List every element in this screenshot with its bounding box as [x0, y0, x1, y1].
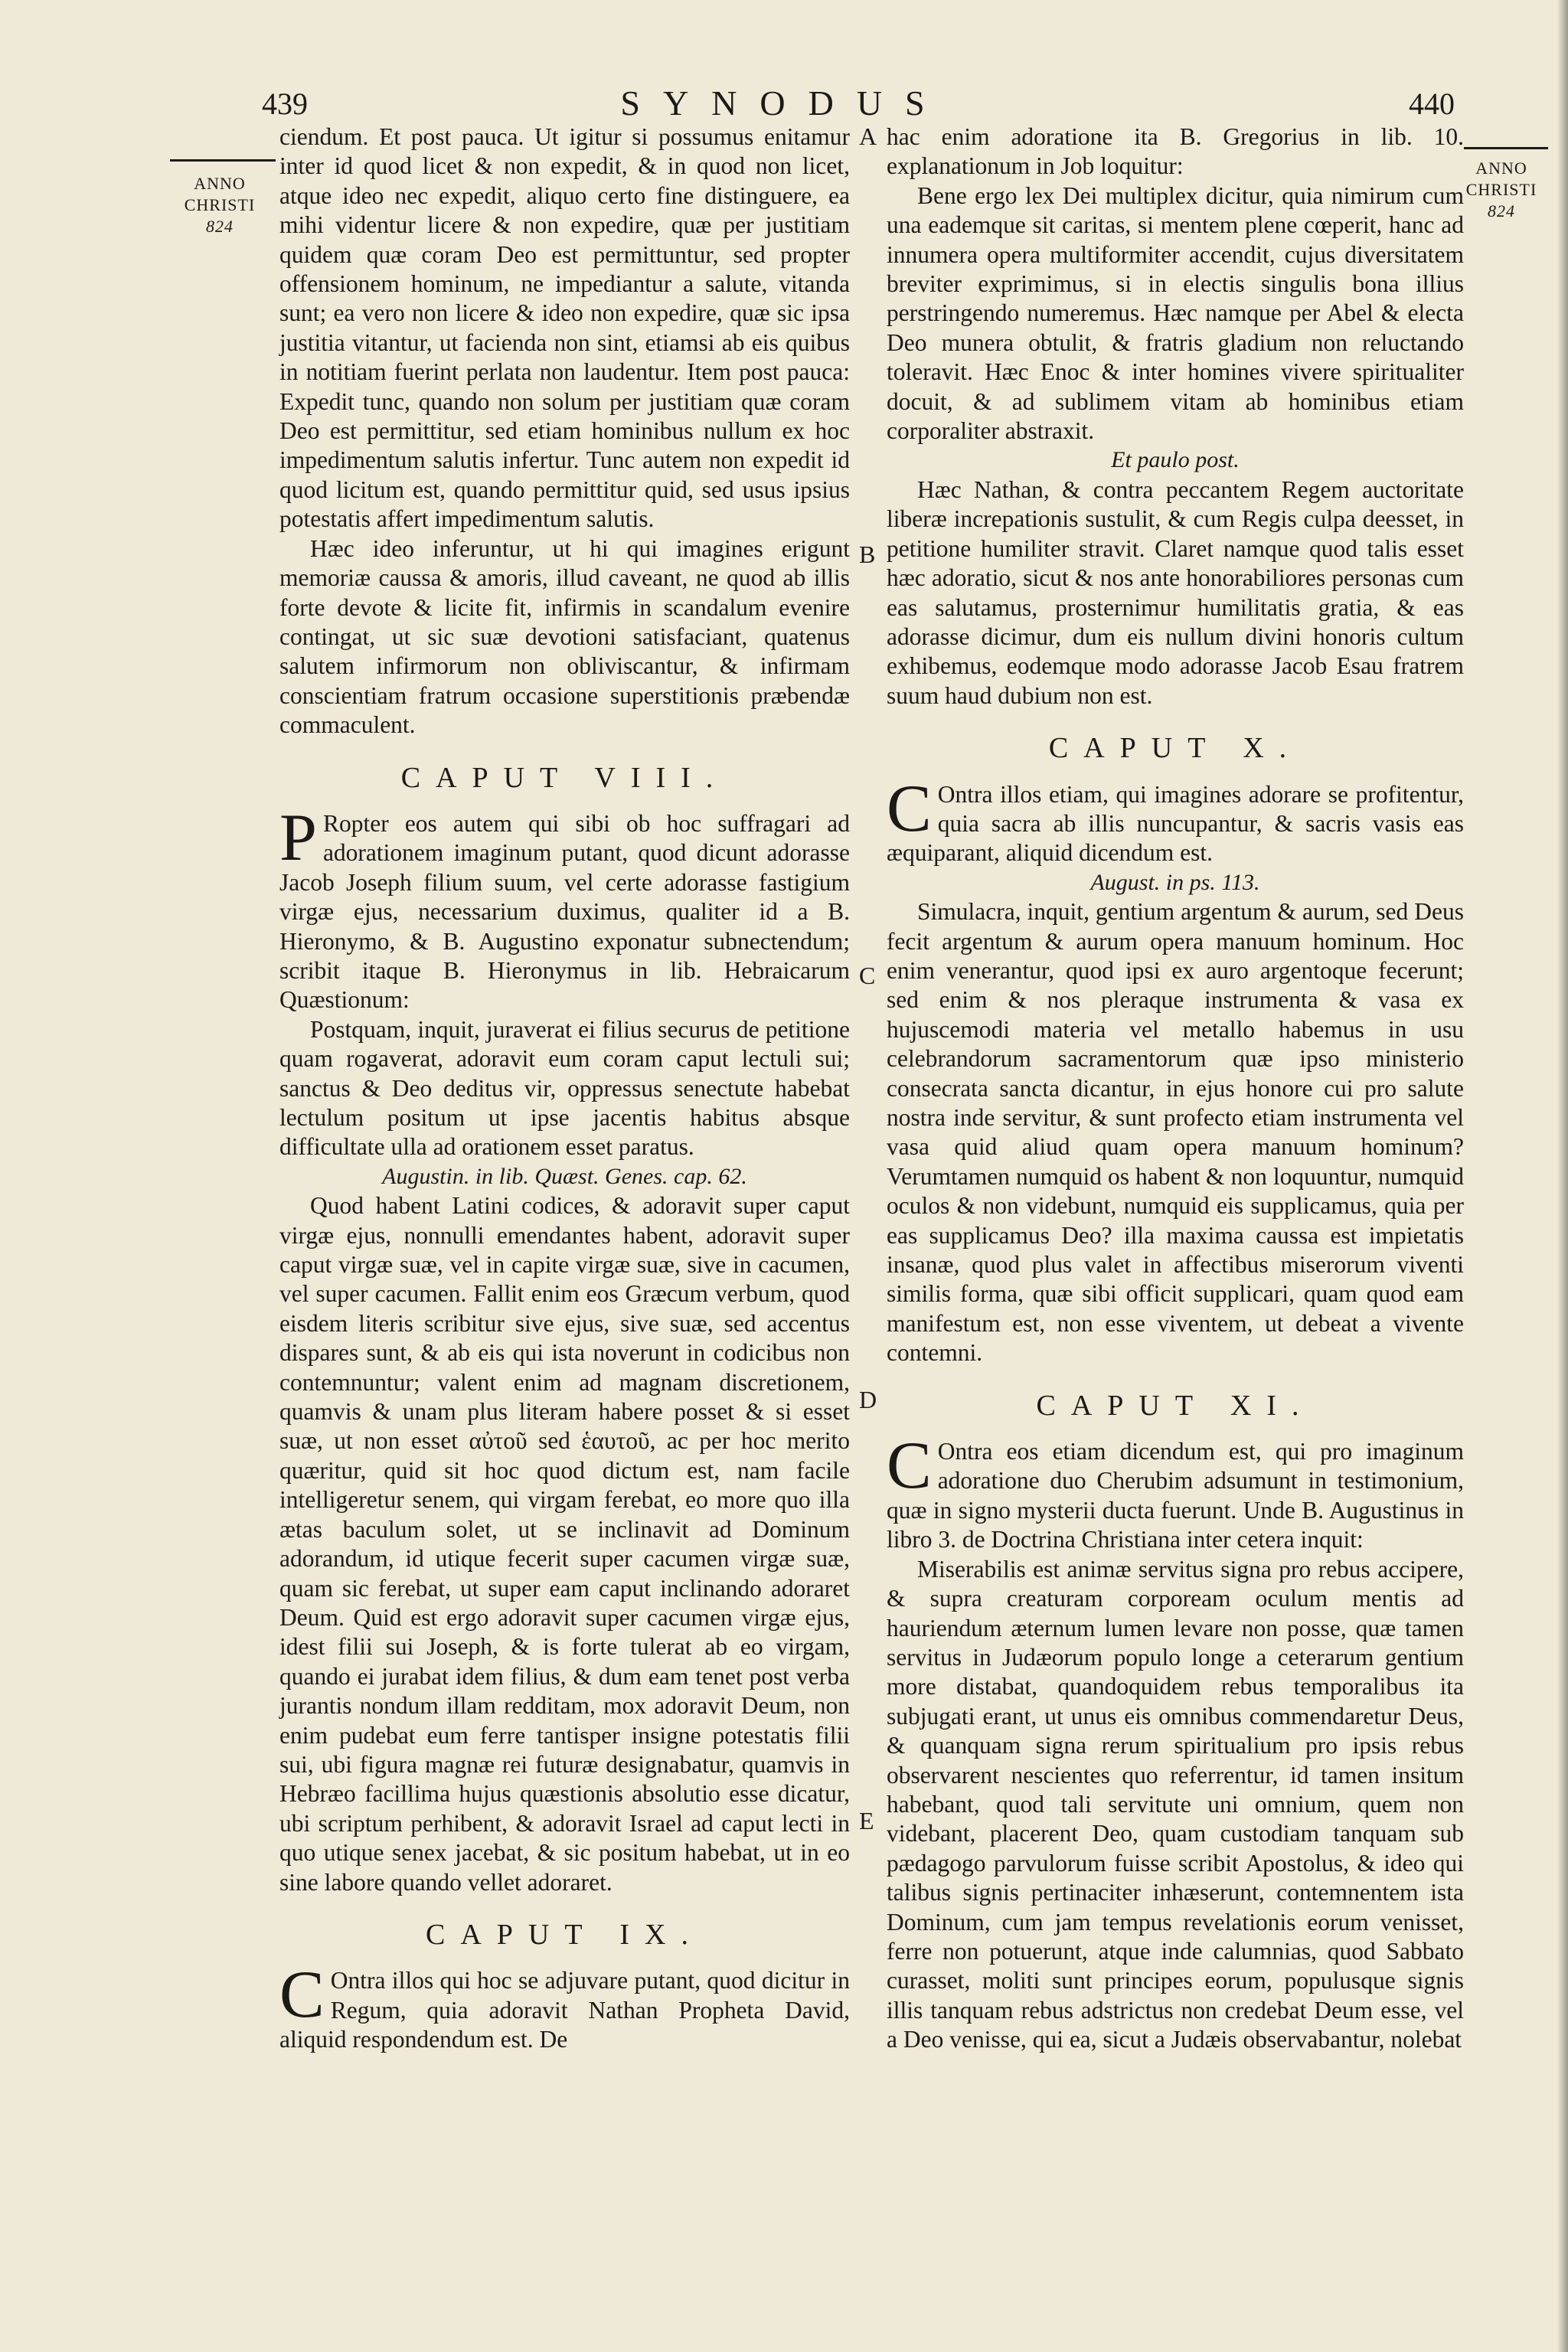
margin-letter-c: C	[859, 962, 876, 989]
page-edge-shadow	[1557, 0, 1568, 2352]
margin-rule-right	[1464, 147, 1548, 149]
running-title: SYNODUS	[620, 83, 948, 122]
chapter-xi-opening	[887, 1429, 1464, 1555]
chapter-viii-opening	[279, 800, 850, 1015]
margin-letter-a: A	[859, 122, 877, 150]
page-number-right: 440	[1409, 87, 1455, 121]
source-citation: Augustin. in lib. Quæst. Genes. cap. 62.	[382, 1163, 747, 1189]
christi-label: CHRISTI	[184, 195, 256, 214]
left-column	[279, 122, 850, 2055]
paragraph-text: Ontra illos etiam, qui imagines adorare se profitentur, quia sacra ab illis nuncupantur, & sacris vasis eas æquiparant, aliquid dicendum est.	[887, 780, 1464, 867]
margin-letter-d: D	[859, 1386, 877, 1413]
drop-cap: C	[279, 1958, 325, 2033]
paragraph: Quod habent Latini codices, & adoravit super caput virgæ ejus, nonnulli emendantes habent, adoravit super caput virgæ suæ, vel in capite virgæ suæ, sive in cacumen, vel super cacumen. Fallit enim eos Græcum verbum, quod eisdem literis scribitur sive ejus, sive suæ, sed accentus dispares sunt, & ab eis qui ista noverunt in codicibus non contemnuntur; valent enim ad magnam discretionem, quamvis & unam plus literam habere posset & si esset suæ, ut non esset αὐτοῦ sed ἑαυτοῦ, ac per hoc merito quæritur, quid sit hoc quod dictum est, nam facile intelligeretur senem, qui virgam ferebat, eo more quo illa ætas baculum solet, ut se inclinavit ad Dominum adorandum, id utique fecerit super cacumen virgæ suæ, quam sic ferebat, ut super eam caput inclinando adoraret Deum. Quid est ergo adoravit super cacumen virgæ ejus, idest filii sui Joseph, & is forte tulerat ab eo virgam, quando ei jurabat idem filius, & dum eam tenet post verba jurantis nondum illam redditam, mox adoravit Deum, non enim pudebat eum ferre tantisper insigne potestatis filii sui, ubi figura magnæ rei futuræ designabatur, quamvis in Hebræo facillima hujus quæstionis absolutio esse dicatur, ubi scriptum perhibent, & adoravit Israel ad caput lecti in quo utique senex jacebat, & sic positum habebat, ut in eo sine labore quando vellet adoraret.	[279, 1192, 850, 1896]
chapter-ix-opening	[279, 1958, 850, 2054]
chapter-heading-viii: CAPUT VIII.	[400, 761, 729, 794]
paragraph: Miserabilis est animæ servitus signa pro rebus accipere, & supra creaturam corpoream oculum mentis ad hauriendum æternum lumen levare non posse, quæ tamen servitus in Judæorum populo longe a ceterarum gentium more distabat, quandoquidem rebus temporalibus ita subjugati erant, ut unus eis omnibus commendaretur Deus, & quanquam signa rerum spiritualium pro ipsis rebus observarent nescientes quo referrentur, id tamen insitum habebant, quod tali servitute uni omnium, quem non videbant, placerent Deo, quam custodiam tanquam sub pædagogo parvulorum fuisse scribit Apostolus, & ideo qui talibus signis pertinaciter inhæserunt, contemnentem ista Dominum, cum jam tempus revelationis eorum venisset, ferre non potuerunt, atque inde calumnias, quod Sabbato curasset, moliti sunt principes eorum, populusque signis illis tanquam rebus adstrictus non credebat Deum esse, vel a Deo venisse, qui ea, sicut a Judæis observabantur, nolebat	[887, 1555, 1464, 2053]
source-citation: August. in ps. 113.	[1090, 869, 1260, 895]
margin-rule-left	[170, 159, 276, 162]
paragraph-text: Ropter eos autem qui sibi ob hoc suffragari ad adorationem imaginum putant, quod dicunt adorasse Jacob Joseph filium suum, vel certe adorasse fastigium virgæ ejus, necessarium duximus, qualiter id a B. Hieronymo, & B. Augustino exponatur subnectendum; scribit itaque B. Hieronymus in lib. Hebraicarum Quæstionum:	[279, 809, 850, 1014]
paragraph: Bene ergo lex Dei multiplex dicitur, quia nimirum cum una eademque sit caritas, si mentem plene cœperit, hanc ad innumera opera multiformiter accendit, cujus diversitatem breviter exprimimus, si in electis singulis bona illius perstringendo numeremus. Hæc namque per Abel & electa Deo munera obtulit, & fratris gladium non reluctando toleravit. Hæc Enoc & inter homines vivere spiritualiter docuit, & ad sublimem vitam ab hominibus etiam corporaliter abstraxit.	[887, 181, 1464, 445]
year-label: 824	[206, 217, 234, 236]
drop-cap: C	[887, 771, 932, 846]
margin-letter-b: B	[859, 541, 876, 568]
paragraph: ciendum. Et post pauca. Ut igitur si possumus enitamur inter id quod licet & non expedit, & in quod non licet, atque ideo nec expedit, aliquo certo fine distinguere, ea mihi videntur licere & non expedire, quæ per justitiam quidem quæ coram Deo est permittuntur, sed propter offensionem hominum, ne impediantur a salute, vitanda sunt; ea vero non licere & ideo non expedire, quæ sic ipsa justitia vitantur, ut facienda non sint, etiamsi ab eis quibus in notitiam fuerint perlata non laudentur. Item post pauca: Expedit tunc, quando non solum per justitiam quæ coram Deo est permittitur, sed etiam hominibus nullum ex hoc impedimentum salutis infertur. Tunc autem non expedit id quod licitum est, quando permittitur quid, sed usus ipsius potestatis affert impedimentum salutis.	[279, 123, 850, 533]
anno-christi-right	[1459, 158, 1544, 222]
chapter-heading-ix: CAPUT IX.	[426, 1918, 704, 1951]
anno-label: ANNO	[1475, 158, 1527, 178]
right-column	[887, 122, 1464, 2055]
drop-cap: C	[887, 1429, 932, 1504]
paragraph: Hæc Nathan, & contra peccantem Regem auctoritate liberæ increpationis sustulit, & cum Regis culpa deesset, in petitione humiliter stravit. Claret namque quod talis esset hæc adoratio, sicut & nos ante honorabiliores personas cum eas salutamus, prosternimur humilitatis gratia, & eas adorasse dicimur, dum eis nullum divini honoris cultum exhibemus, eodemque modo adorasse Jacob Esau fratrem suum haud dubium non est.	[887, 475, 1464, 709]
source-citation: Et paulo post.	[1111, 447, 1240, 473]
paragraph: Simulacra, inquit, gentium argentum & aurum, sed Deus fecit argentum & aurum opera manuum hominum. Hoc enim venerantur, quod ipsi ex auro argentoque fecerunt; sed enim & nos pleraque instrumenta & vasa ex hujuscemodi materia vel metallo habemus in usu celebrandorum sacramentorum quæ ipso ministerio consecrata sancta dicantur, in ejus honore cui pro salute nostra inde servitur, & sunt profecto etiam instrumenta vel vasa quid aliud quam opera manuum hominum? Verumtamen numquid os habent & non loquuntur, numquid oculos & non videbunt, numquid eis supplicamus, quia per eas supplicamus Deo? illa maxima caussa est impietatis insanæ, quod plus valet in affectibus miserorum viventi similis forma, quæ sibi officit supplicari, quam quod eam manifestum est, non esse viventem, ut debeat a vivente contemni.	[887, 898, 1464, 1367]
paragraph-text: Ontra eos etiam dicendum est, qui pro imaginum adoratione duo Cherubim adsumunt in testimonium, quæ in signo mysterii ducta fuerunt. Unde B. Augustinus in libro 3. de Doctrina Christiana inter cetera inquit:	[887, 1438, 1464, 1553]
paragraph-text: Ontra illos qui hoc se adjuvare putant, quod dicitur in Regum, quia adoravit Nathan Propheta David, aliquid respondendum est. De	[279, 1967, 850, 2053]
page-number-left: 439	[262, 87, 308, 121]
margin-letter-e: E	[859, 1807, 874, 1834]
chapter-x-opening	[887, 771, 1464, 868]
christi-label: CHRISTI	[1465, 180, 1537, 199]
drop-cap: P	[279, 800, 317, 875]
anno-christi-left	[178, 173, 262, 237]
paragraph: Hæc ideo inferuntur, ut hi qui imagines erigunt memoriæ caussa & amoris, illud caveant, ne quod ab illis forte devote & licite fit, infirmis in scandalum evenire contingat, ut sic suæ devotioni satisfaciant, quatenus salutem infirmorum non obliviscantur, & infirmam conscientiam fratrum occasione superstitionis præbendæ commaculent.	[279, 534, 850, 739]
paragraph: hac enim adoratione ita B. Gregorius in lib. 10. explanationum in Job loquitur:	[887, 123, 1464, 180]
chapter-heading-xi: CAPUT XI.	[1036, 1389, 1315, 1422]
year-label: 824	[1488, 201, 1515, 220]
anno-label: ANNO	[194, 174, 246, 193]
paragraph: Postquam, inquit, juraverat ei filius securus de petitione quam rogaverat, adoravit eum coram caput lectuli sui; sanctus & Deo deditus vir, oppressus senectute habebat lectulum positum ut ipse jacentis habitus absque difficultate ulla ad orationem esset paratus.	[279, 1015, 850, 1161]
chapter-heading-x: CAPUT X.	[1048, 732, 1302, 765]
